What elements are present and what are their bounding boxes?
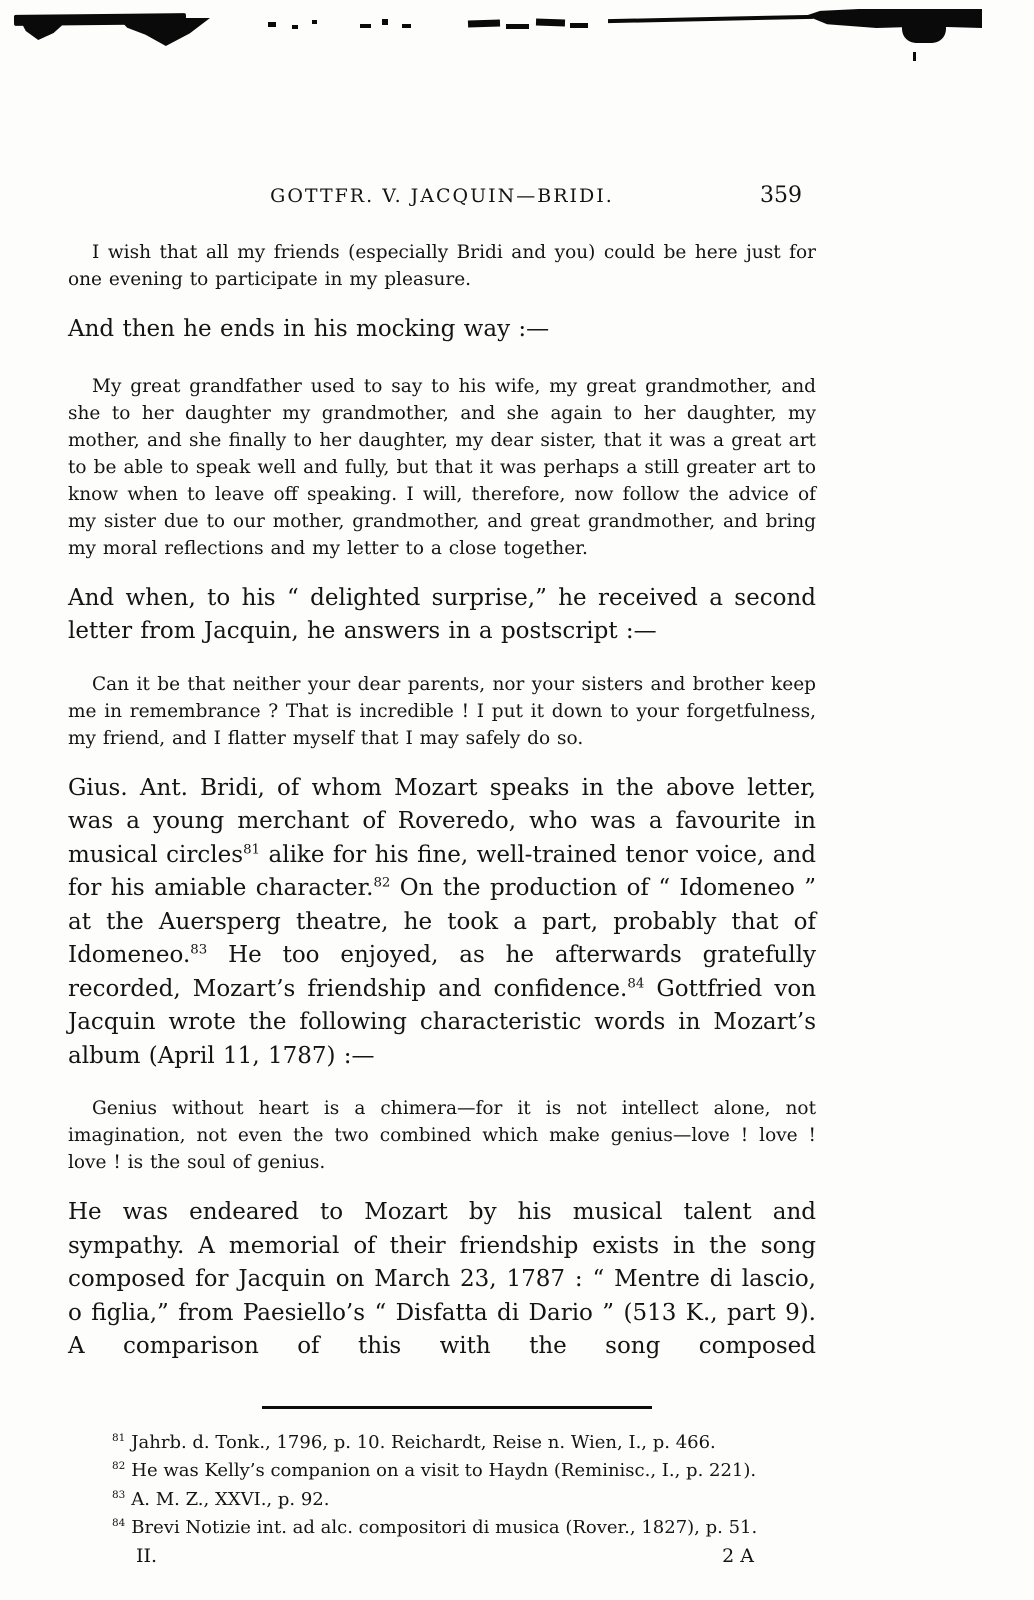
footnote-text: Brevi Notizie int. ad alc. compositori di musica (Rover., 1827), p. 51. — [131, 1517, 758, 1538]
footnote-ref-83: 83 — [190, 942, 208, 958]
paragraph-4: He was endeared to Mozart by his musical talent and sympathy. A memorial of their friendship exists in the song composed for Jacquin on March 23, 1787 : “ Mentre di lascio, o figlia,” from Paesiello’s “ Disfatta di Dario ” (513 K., part 9). A comparison of this with the song composed — [68, 1199, 816, 1359]
scan-artifacts — [0, 0, 1034, 70]
scan-smudge — [468, 19, 500, 27]
scan-smudge-band — [806, 9, 982, 28]
scan-smudge — [118, 18, 210, 46]
footnotes — [68, 1429, 816, 1543]
scan-speck — [268, 22, 276, 27]
footnote-82 — [68, 1457, 816, 1486]
header-title: GOTTFR. V. JACQUIN—BRIDI. — [270, 185, 614, 207]
footnote-ref-82: 82 — [373, 875, 391, 891]
footnote-marker: 84 — [112, 1517, 126, 1529]
quote-block-2: My great grandfather used to say to his wife, my great grandmother, and she to her daughter my grandmother, and she again to her daughter, my mother, and she finally to her daughter, my dear sister, that it was a great art to be able to speak well and fully, but that it was perhaps a still greater art to know when to leave off speaking. I will, therefore, now follow the advice of my sister due to our mother, grandmother, and great grandmother, and bring my moral reflections and my letter to a close together. — [68, 375, 816, 559]
paragraph-3-text: Gius. Ant. Bridi, of whom Mozart speaks in the above letter, was a young merchant of Roveredo, who was a favourite in musical circles — [68, 774, 816, 868]
quote-block-3: Can it be that neither your dear parents, nor your sisters and brother keep me in remembrance ? That is incredible ! I put it down to your forgetfulness, my friend, and I flatter myself that I may safely do so. — [68, 673, 816, 749]
footnote-text: He was Kelly’s companion on a visit to Haydn (Reminisc., I., p. 221). — [131, 1460, 757, 1481]
footnote-text: A. M. Z., XXVI., p. 92. — [131, 1488, 330, 1510]
quote-block-1: I wish that all my friends (especially Bridi and you) could be here just for one evening to participate in my pleasure. — [68, 242, 816, 290]
paragraph-3-text: On the production of “ Idomeneo ” at the Auersperg theatre, he took a part, probably that of Idomeneo. — [68, 875, 816, 968]
footnote-marker: 82 — [112, 1460, 126, 1472]
scan-streak — [608, 15, 813, 23]
running-header — [68, 183, 816, 213]
footnote-84 — [68, 1514, 816, 1543]
scan-speck — [312, 20, 317, 24]
paragraph-3-text: Gottfried von Jacquin wrote the following characteristic words in Mozart’s album (April 11, 1787) :— — [68, 975, 817, 1069]
scan-smudge — [536, 18, 565, 26]
footnote-ref-84: 84 — [627, 975, 645, 991]
scan-smudge — [506, 24, 529, 29]
footnote-marker: 81 — [112, 1431, 126, 1444]
paragraph-3 — [68, 772, 816, 1074]
footnote-text: Jahrb. d. Tonk., 1796, p. 10. Reichardt, Reise n. Wien, I., p. 466. — [131, 1431, 716, 1453]
text-column — [68, 183, 816, 1567]
footnote-83 — [68, 1486, 816, 1515]
gathering-signature: 2 A — [722, 1544, 754, 1567]
quote-block-4: Genius without heart is a chimera—for it is not intellect alone, not imagination, not even the two combined which make genius—love ! love ! love ! is the soul of genius. — [68, 1098, 816, 1173]
scan-speck — [292, 25, 298, 29]
footnote-ref-81: 81 — [243, 841, 261, 857]
paragraph-2: And when, to his “ delighted surprise,” he received a second letter from Jacquin, he answers in a postscript :— — [68, 584, 816, 644]
scan-speck — [402, 24, 411, 28]
scan-smudge — [570, 23, 588, 28]
footnote-marker: 83 — [112, 1488, 126, 1501]
paragraph-3-text: He too enjoyed, as he afterwards gratefully recorded, Mozart’s friendship and confidence. — [68, 942, 816, 1002]
scan-speck — [382, 19, 388, 25]
paragraph-1: And then he ends in his mocking way :— — [68, 316, 550, 342]
footnote-divider — [262, 1406, 652, 1409]
scan-speck — [360, 24, 371, 28]
volume-label: II. — [136, 1544, 158, 1567]
scan-speck — [913, 52, 916, 61]
page-number: 359 — [760, 183, 802, 208]
paragraph-3-text: alike for his fine, well-trained tenor voice, and for his amiable character. — [68, 841, 817, 901]
footnote-81 — [68, 1429, 816, 1458]
signature-row — [68, 1545, 816, 1567]
scan-smudge — [20, 20, 68, 40]
scan-smudge — [902, 26, 946, 43]
